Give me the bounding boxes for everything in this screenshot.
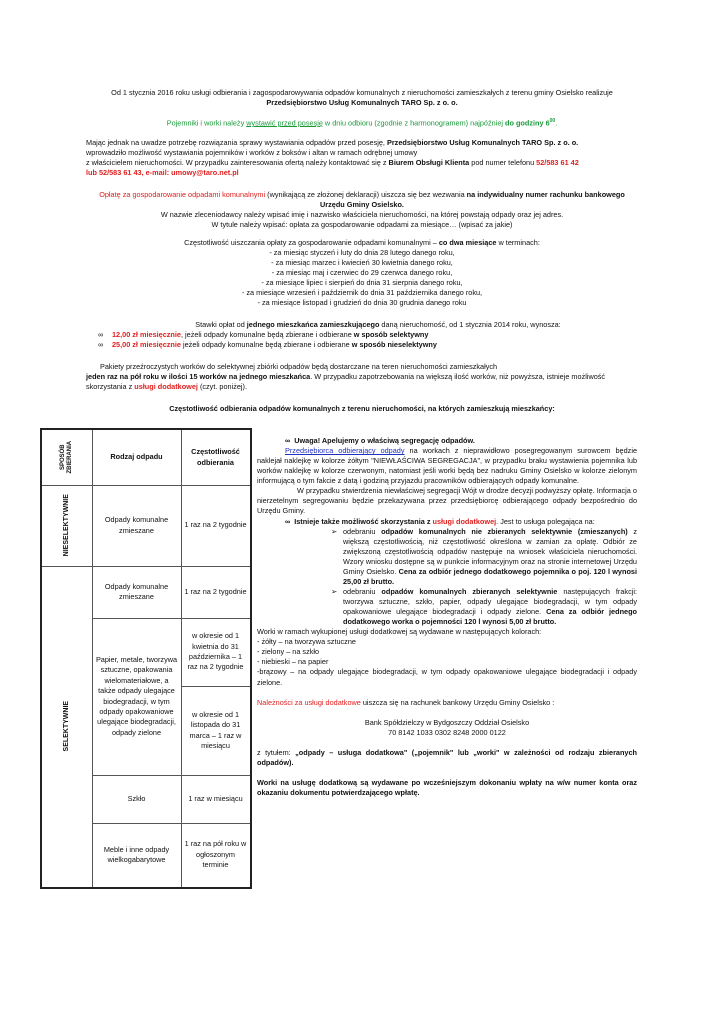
- rate-selective-text: , jeżeli odpady komunalne będą zbierane i odbierane: [180, 330, 354, 340]
- appeal-paragraph-2: W przypadku stwierdzenia niewłaściwej segregacji Wójt w drodze decyzji podwyższy opłatę. Informacja o nierzetelnym segregowaniu będzie przekazywana przez przedsiębiorcę odbierającego odpady bezpośrednio do Urzędu Gminy.: [257, 486, 637, 516]
- service-contact: lub 52/583 61 43, e-mail: umowy@taro.net.pl: [86, 168, 239, 178]
- option-1-pre: odebraniu: [343, 526, 382, 536]
- fee-red: Opłatę za gospodarowanie odpadami komunalnymi: [99, 190, 266, 199]
- intro-company: Przedsiębiorstwo Usług Komunalnych TARO Sp. z o. o.: [266, 98, 458, 108]
- arrow-icon: ➢: [331, 586, 338, 596]
- service-company: Przedsiębiorstwo Usług Komunalnych TARO Sp. z o. o.: [386, 138, 579, 147]
- group-selective: SELEKTYWNIE: [62, 701, 70, 752]
- bag-color-item: - zielony – na szkło: [257, 647, 320, 657]
- option-2-price: Cena za odbiór jednego dodatkowego worka o pojemności 120 l wynosi 5,00 zł brutto.: [343, 607, 637, 627]
- notice-sup: 00: [549, 118, 556, 124]
- bullet-icon: ∞: [285, 436, 291, 445]
- packets-line-2: . W przypadku zapotrzebowania na większą ilość worków, niż powyższa, istnieje możliwość: [310, 372, 606, 382]
- bank-account: 70 8142 1033 0302 8248 2000 0122: [388, 727, 506, 737]
- fee-office: Urzędu Gminy Osielsko.: [320, 200, 404, 210]
- rates-intro: Stawki opłat od: [195, 320, 247, 329]
- service-office: Biurem Obsługi Klienta: [388, 158, 470, 168]
- service-line-3: z właścicielem nieruchomości. W przypadku zainteresowania ofertą należy kontaktować się z: [86, 158, 389, 168]
- frequency-term: - za miesiąc maj i czerwiec do 29 czerwca danego roku,: [271, 268, 453, 278]
- payment-frequency: [62, 238, 662, 308]
- fee-line-1: (wynikającą ze złożonej deklaracji) uiszcza się bez wezwania: [265, 190, 467, 199]
- table-cell-type: Odpady komunalne zmieszane: [104, 581, 169, 601]
- notice-end: .: [555, 118, 558, 128]
- frequency-term: - za miesiące listopad i grudzień do dnia 30 grudnia danego roku: [257, 298, 467, 308]
- table-cell-type: Odpady komunalne zmieszane: [104, 515, 169, 535]
- fee-line-4: W tytule należy wpisać: opłata za gospodarowanie odpadami za miesiące… (wpisać za jakie): [211, 220, 513, 230]
- notice-bold: do godziny 6: [505, 118, 550, 128]
- bag-colors-intro: Worki w ramach wykupionej usługi dodatkowej są wydawane w następujących kolorach:: [257, 627, 542, 637]
- bag-color-item: - niebieski – na papier: [257, 657, 329, 667]
- appeal-paragraph-1: na workach z nieprawidłowo posegregowanym surowcem będzie naklejał naklejkę w kolorze żółtym "NIEWŁAŚCIWA SEGREGACJA", w przypadku braku wystawienia pojemnika lub worków naklejkę w kolorze czerwonym, natomiast jeśli worki będą bez nadruku Gminy Osielsko w kolorze zielonym informującą o tym fakcie z datą i godziną przyjazdu pracowników odbierających odpady komunalne.: [257, 446, 638, 486]
- table-cell-frequency: w okresie od 1 listopada do 31 marca – 1 raz w miesiącu: [189, 709, 242, 750]
- collection-table: [40, 428, 252, 889]
- header-frequency: Częstotliwość odbierania: [191, 447, 240, 467]
- option-1-text: z większą częstotliwością, niż częstotliwość określona w zamian za opłatę. Odbiór ze zwiększoną częstotliwością odpadów następuje na wniosek właściciela nieruchomości. Wzory wniosku dostępne są w punkcie informacyjnym oraz na stronie internetowej Urzędu Gminy Osielsko.: [343, 526, 637, 576]
- table-cell-frequency: 1 raz na 2 tygodnie: [184, 586, 247, 596]
- packets-extra-service: usługi dodatkowej: [134, 382, 198, 392]
- bullet-icon: ∞: [98, 330, 104, 340]
- bag-color-item: - żółty – na tworzywa sztuczne: [257, 637, 356, 647]
- fee-line-3: W nazwie zleceniodawcy należy wpisać imię i nazwisko właściciela nieruchomości, na której powstają odpady oraz jej adres.: [160, 210, 564, 220]
- arrow-icon: ➢: [331, 526, 338, 536]
- appeal-link[interactable]: Przedsiębiorca odbierający odpady: [285, 446, 405, 456]
- packets-line-1: Pakiety przeźroczystych worków do selektywnej zbiórki odpadów będą dostarczane na teren nieruchomości zamieszkałych: [100, 362, 498, 371]
- transfer-title-pre: z tytułem:: [257, 747, 296, 757]
- frequency-intro: Częstotliwość uiszczania opłaty za gospodarowanie odpadami komunalnymi –: [184, 238, 439, 247]
- payment-text: uiszcza się na rachunek bankowy Urzędu Gminy Osielsko :: [360, 697, 555, 707]
- table-title: Częstotliwość odbierania odpadów komunalnych z terenu nieruchomości, na których zamieszkują mieszkańcy:: [169, 404, 555, 413]
- packets-line-3: skorzystania z: [86, 382, 135, 392]
- packets-bold: jeden raz na pół roku w ilości 15 worków na jednego mieszkańca: [86, 372, 311, 382]
- rate-nonselective-amount: 25,00 zł miesięcznie: [112, 340, 181, 350]
- service-info: [86, 138, 646, 178]
- service-phone: 52/583 61 42: [536, 158, 579, 168]
- appeal-heading: Uwaga! Apelujemy o właściwą segregację odpadów.: [294, 436, 475, 445]
- frequency-term: - za miesiące lipiec i sierpień do dnia 31 sierpnia danego roku,: [261, 278, 463, 288]
- frequency-term: - za miesiąc marzec i kwiecień 30 kwietnia danego roku,: [271, 258, 453, 268]
- service-line-3-mid: pod numer telefonu: [469, 158, 537, 168]
- bank-name: Bank Spółdzielczy w Bydgoszczy Oddział Osielsko: [364, 717, 530, 727]
- rates: [98, 320, 678, 350]
- transfer-title: „odpady – usługa dodatkowa" („pojemnik" lub „worki" w zależności od rodzaju zbieranych odpadów).: [257, 747, 637, 767]
- bag-color-brown: -brązowy – na odpady ulegające biodegradacji, w tym odpady opakowaniowe ulegające biodegradacji i odpady zielone.: [257, 667, 637, 687]
- table-cell-type: Papier, metale, tworzywa sztuczne, opakowania wielomateriałowe, a także odpady ulegające biodegradacji, w tym odpady opakowaniowe ulegające biodegradacji, odpady zielone: [95, 655, 178, 737]
- option-2: [257, 587, 637, 627]
- bullet-icon: ∞: [285, 516, 291, 526]
- rate-nonselective-bold: w sposób nieselektywny: [351, 340, 437, 350]
- notice-pre: Pojemniki i worki należy: [166, 118, 247, 128]
- rate-selective-amount: 12,00 zł miesięcznie: [112, 330, 181, 340]
- packets-line-3-end: (czyt. poniżej).: [197, 382, 247, 392]
- table-cell-type: Meble i inne odpady wielkogabarytowe: [103, 844, 170, 864]
- group-nonselective: NIESELEKTYWNIE: [62, 494, 70, 557]
- option-2-text: następujących frakcji: tworzywa sztuczne, szkło, papier, odpady ulegające biodegradacji, w tym odpady opakowaniowe ulegające biodegradacji i odpady zielone.: [343, 586, 637, 617]
- option-1: [257, 527, 637, 587]
- table-cell-frequency: w okresie od 1 kwietnia do 31 października – 1 raz na 2 tygodnie: [187, 631, 244, 672]
- fee-info: [62, 190, 662, 230]
- service-line-2: wprowadziło możliwość wystawiania pojemników i worków z boksów i altan w ramach odrębnej umowy: [86, 148, 418, 158]
- fee-account: na indywidualny numer rachunku bankowego: [466, 190, 625, 199]
- frequency-term: - za miesiąc styczeń i luty do dnia 28 lutego danego roku,: [269, 248, 455, 258]
- header-method: SPOSÓB ZBIERANIA: [59, 441, 73, 474]
- extra-service-red: usługi dodatkowej: [432, 516, 497, 526]
- notice-mid: w dniu odbioru (zgodnie z harmonogramem) najpóźniej: [322, 118, 506, 128]
- final-note: Worki na usługę dodatkową są wydawane po wcześniejszym dokonaniu wpłaty na w/w numer konta oraz okazaniu dokumentu potwierdzającego wpłatę.: [257, 777, 637, 797]
- table-cell-type: Szkło: [127, 793, 146, 803]
- rates-bold: jednego mieszkańca zamieszkującego: [246, 320, 380, 329]
- packets-info: [86, 362, 672, 392]
- right-column: [257, 436, 637, 798]
- option-2-pre: odebraniu: [343, 586, 382, 596]
- rate-nonselective-text: jeżeli odpady komunalne będą zbierane i odbierane: [180, 340, 352, 350]
- table-cell-frequency: 1 raz w miesiącu: [188, 793, 243, 803]
- frequency-intro-end: w terminach:: [496, 238, 540, 247]
- bullet-icon: ∞: [98, 340, 104, 350]
- extra-service-end: . Jest to usługa polegająca na:: [496, 516, 595, 526]
- header-type: Rodzaj odpadu: [110, 452, 163, 462]
- table-cell-frequency: 1 raz na 2 tygodnie: [184, 520, 247, 530]
- extra-service-heading: Istnieje także możliwość skorzystania z: [294, 516, 433, 526]
- option-1-bold: odpadów komunalnych nie zbieranych selektywnie (zmieszanych): [381, 526, 628, 536]
- notice: [60, 118, 664, 128]
- intro: [60, 88, 664, 108]
- service-line-1: Mając jednak na uwadze potrzebę rozwiązania sprawy wystawiania odpadów przed posesję,: [86, 138, 387, 147]
- rates-intro-end: daną nieruchomość, od 1 stycznia 2014 roku, wynosza:: [379, 320, 561, 329]
- intro-line-1: Od 1 stycznia 2016 roku usługi odbierania i zagospodarowywania odpadów komunalnych z nieruchomości zamieszkałych z terenu gminy Osielsko realizuje: [111, 88, 613, 97]
- frequency-term: - za miesiące wrzesień i październik do dnia 31 października danego roku,: [241, 288, 483, 298]
- option-1-price: Cena za odbiór jednego dodatkowego pojemnika o poj. 120 l wynosi 25,00 zł brutto.: [343, 566, 637, 586]
- table-cell-frequency: 1 raz na pół roku w ogłoszonym terminie: [184, 839, 247, 870]
- rate-selective-bold: w sposób selektywny: [353, 330, 429, 340]
- payment-red: Należności za usługi dodatkowe: [257, 697, 361, 707]
- option-2-bold: odpadów komunalnych zbieranych selektywnie: [381, 586, 558, 596]
- frequency-bold: co dwa miesiące: [438, 238, 497, 247]
- notice-underlined: wystawić przed posesję: [246, 118, 323, 128]
